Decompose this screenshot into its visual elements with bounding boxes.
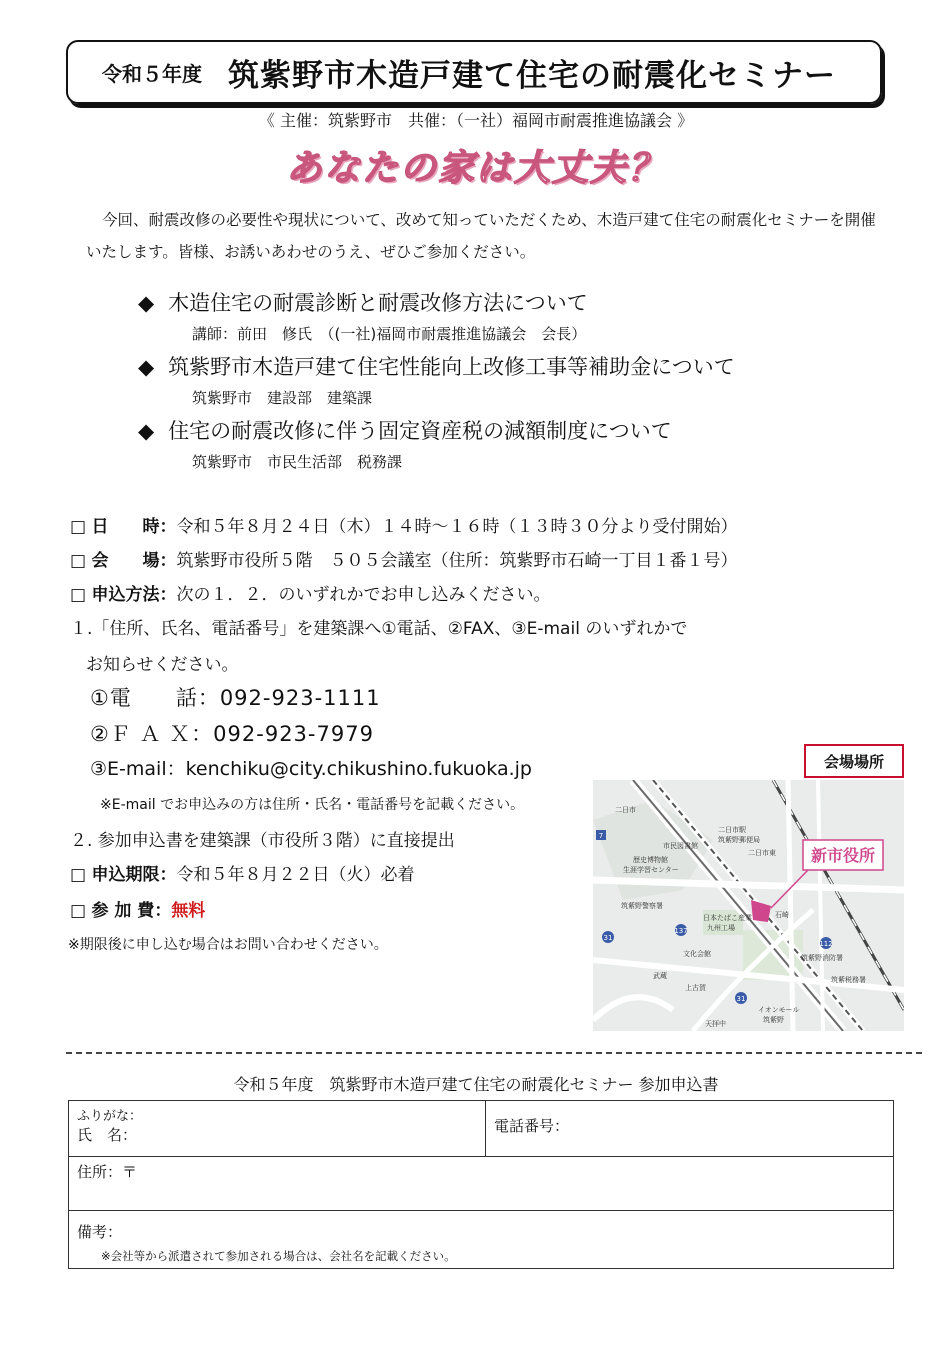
form-title: 令和５年度 筑紫野市木造戸建て住宅の耐震化セミナー 参加申込書: [233, 1075, 719, 1094]
route-marker: 7: [598, 832, 604, 840]
map-place: 日本たばこ産業: [703, 914, 752, 922]
route-marker: 31: [603, 934, 613, 942]
phone-label: 電話番号：: [494, 1117, 570, 1135]
remarks-cell[interactable]: [69, 1211, 894, 1269]
map-place: 歴史博物館: [633, 856, 668, 864]
application-form: [68, 1100, 894, 1269]
furigana-label: ふりがな：: [77, 1109, 143, 1124]
fax-line: ②Ｆ Ａ Ｘ：092-923-7979: [90, 722, 374, 746]
map-place: 生涯学習センター: [623, 866, 679, 874]
topic-1: ◆ 木造住宅の耐震診断と耐震改修方法について: [138, 291, 588, 315]
map-place: 天拝中: [705, 1020, 726, 1028]
map-place: 九州工場: [707, 924, 735, 932]
topic-3: ◆ 住宅の耐震改修に伴う固定資産税の減額制度について: [138, 419, 672, 443]
fee-value: 無料: [171, 901, 206, 921]
phone-cell[interactable]: [486, 1101, 894, 1157]
late-note: ※期限後に申し込む場合はお問い合わせください。: [68, 937, 388, 953]
date-row: □ 日 時：令和５年８月２４日（木）１４時～１６時（１３時３０分より受付開始）: [70, 517, 738, 537]
address-cell[interactable]: [69, 1157, 894, 1211]
map-place: 石崎: [775, 911, 789, 919]
map-place: 筑紫野消防署: [801, 954, 843, 962]
intro-text: 今回、耐震改修の必要性や現状について、改めて知っていただくため、木造戸建て住宅の耐震化セミナーを開催いたします。皆様、お誘いあわせのうえ、ぜひご参加ください。: [86, 211, 876, 261]
map-place: 筑紫野警察署: [621, 902, 663, 910]
name-label: 氏 名：: [77, 1126, 138, 1144]
map-place: イオンモール: [758, 1006, 800, 1014]
route-marker: 137: [674, 927, 688, 935]
map-target-label: 新市役所: [810, 846, 876, 865]
map-place: 武蔵: [653, 972, 667, 980]
map-place: 筑紫野郵便局: [718, 836, 760, 844]
email-note: ※E-mail でお申込みの方は住所・氏名・電話番号を記載ください。: [100, 797, 525, 813]
map-place: 二日市駅: [718, 826, 746, 834]
email-line: ③E-mail：kenchiku@city.chikushino.fukuoka.jp: [90, 758, 532, 780]
map-place: 上古賀: [685, 984, 706, 992]
fee-row: □ 参 加 費：無料: [70, 901, 206, 921]
route-marker: 112: [819, 940, 833, 948]
cut-line: [66, 1052, 922, 1054]
topic-2: ◆ 筑紫野市木造戸建て住宅性能向上改修工事等補助金について: [138, 355, 735, 379]
diamond-icon: ◆: [138, 355, 155, 379]
address-label: 住所：〒: [77, 1163, 138, 1181]
topic-2-speaker: 筑紫野市 建設部 建築課: [192, 389, 373, 407]
map-place: 文化会館: [683, 950, 711, 958]
map-place: 市民図書館: [663, 842, 698, 850]
map-place: 二日市東: [748, 849, 776, 857]
tel-line: ①電 話：092-923-1111: [90, 686, 381, 710]
sponsor-line: 《 主催：筑紫野市 共催：（一社）福岡市耐震推進協議会 》: [258, 111, 694, 130]
catchphrase: あなたの家は大丈夫？: [285, 148, 666, 189]
map-place: 筑紫税務署: [831, 976, 866, 984]
step1-line-b: お知らせください。: [86, 655, 239, 675]
route-marker: 31: [736, 995, 746, 1003]
diamond-icon: ◆: [138, 419, 155, 443]
step1-line-a: １.「住所、氏名、電話番号」を建築課へ①電話、②FAX、③E-mail のいずれかで: [70, 619, 688, 639]
remarks-note: ※会社等から派遣されて参加される場合は、会社名を記載ください。: [101, 1249, 456, 1263]
topic-1-speaker: 講師：前田 修氏 （(一社)福岡市耐震推進協議会 会長）: [192, 325, 587, 343]
venue-label: 会場場所: [804, 744, 904, 778]
name-cell[interactable]: [69, 1101, 486, 1157]
topic-3-speaker: 筑紫野市 市民生活部 税務課: [192, 453, 403, 471]
map-place: 筑紫野: [763, 1016, 784, 1024]
remarks-label: 備考：: [77, 1223, 123, 1241]
title-box: [66, 40, 882, 104]
diamond-icon: ◆: [138, 291, 155, 315]
deadline-row: □ 申込期限：令和５年８月２２日（火）必着: [70, 865, 415, 885]
venue-map: [593, 780, 904, 1031]
title-year: 令和５年度: [102, 61, 202, 86]
page-title: 筑紫野市木造戸建て住宅の耐震化セミナー: [228, 57, 836, 94]
map-place: 二日市: [615, 806, 636, 814]
place-row: □ 会 場：筑紫野市役所５階 ５０５会議室（住所：筑紫野市石崎一丁目１番１号）: [70, 551, 738, 571]
method-row: □ 申込方法：次の１．２．のいずれかでお申し込みください。: [70, 585, 551, 605]
step2-line: ２. 参加申込書を建築課（市役所３階）に直接提出: [70, 831, 455, 851]
